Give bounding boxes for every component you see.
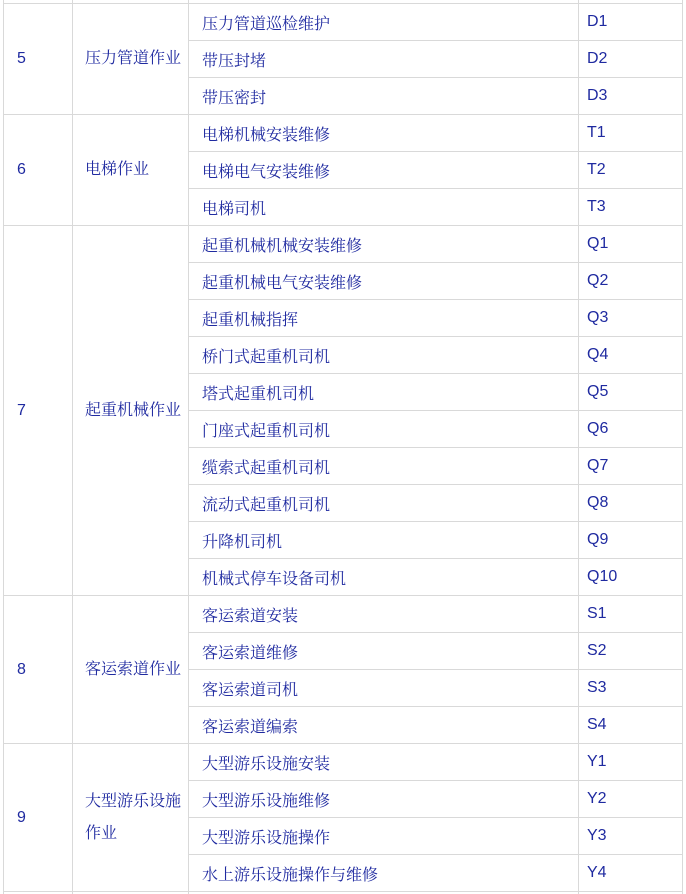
item-name-cell: 门座式起重机司机 xyxy=(189,411,579,448)
item-name-cell: 升降机司机 xyxy=(189,522,579,559)
section-category-cell: 客运索道作业 xyxy=(73,596,189,744)
item-code-cell: D3 xyxy=(579,78,683,115)
item-name-cell: 大型游乐设施操作 xyxy=(189,818,579,855)
item-code-cell: T1 xyxy=(579,115,683,152)
table-row xyxy=(4,226,683,263)
section-number-cell: 5 xyxy=(4,4,73,115)
item-code-cell: Q9 xyxy=(579,522,683,559)
item-name-cell: 电梯司机 xyxy=(189,189,579,226)
item-name-cell: 水上游乐设施操作与维修 xyxy=(189,855,579,892)
item-name-cell: 客运索道安装 xyxy=(189,596,579,633)
section-number-cell: 8 xyxy=(4,596,73,744)
item-code-cell: Q4 xyxy=(579,337,683,374)
item-code-cell: Q1 xyxy=(579,226,683,263)
item-code-cell: Y1 xyxy=(579,744,683,781)
item-name-cell: 客运索道编索 xyxy=(189,707,579,744)
item-code-cell: Q3 xyxy=(579,300,683,337)
item-code-cell: S2 xyxy=(579,633,683,670)
item-name-cell: 缆索式起重机司机 xyxy=(189,448,579,485)
operations-table xyxy=(3,0,683,894)
item-code-cell: D2 xyxy=(579,41,683,78)
item-code-cell: Q5 xyxy=(579,374,683,411)
item-name-cell: 客运索道司机 xyxy=(189,670,579,707)
item-name-cell: 塔式起重机司机 xyxy=(189,374,579,411)
table-body xyxy=(4,0,683,894)
item-code-cell: Q2 xyxy=(579,263,683,300)
item-code-cell: T3 xyxy=(579,189,683,226)
section-number-cell: 7 xyxy=(4,226,73,596)
item-code-cell: Y3 xyxy=(579,818,683,855)
item-code-cell: Q7 xyxy=(579,448,683,485)
item-code-cell: Q10 xyxy=(579,559,683,596)
item-name-cell: 客运索道维修 xyxy=(189,633,579,670)
item-name-cell: 大型游乐设施维修 xyxy=(189,781,579,818)
item-code-cell: Q6 xyxy=(579,411,683,448)
item-name-cell: 起重机械指挥 xyxy=(189,300,579,337)
item-name-cell: 起重机械电气安装维修 xyxy=(189,263,579,300)
item-code-cell: T2 xyxy=(579,152,683,189)
item-name-cell: 压力管道巡检维护 xyxy=(189,4,579,41)
section-number-cell: 6 xyxy=(4,115,73,226)
item-name-cell: 机械式停车设备司机 xyxy=(189,559,579,596)
item-name-cell: 带压密封 xyxy=(189,78,579,115)
section-category-cell: 大型游乐设施作业 xyxy=(73,744,189,892)
item-code-cell: S4 xyxy=(579,707,683,744)
item-code-cell: Y4 xyxy=(579,855,683,892)
table-row xyxy=(4,596,683,633)
item-name-cell: 桥门式起重机司机 xyxy=(189,337,579,374)
section-number-cell: 9 xyxy=(4,744,73,892)
item-code-cell: S1 xyxy=(579,596,683,633)
item-name-cell: 大型游乐设施安装 xyxy=(189,744,579,781)
section-category-cell: 压力管道作业 xyxy=(73,4,189,115)
table-row xyxy=(4,115,683,152)
section-category-cell: 起重机械作业 xyxy=(73,226,189,596)
item-code-cell: Y2 xyxy=(579,781,683,818)
item-code-cell: S3 xyxy=(579,670,683,707)
table-row xyxy=(4,744,683,781)
item-name-cell: 流动式起重机司机 xyxy=(189,485,579,522)
table-row xyxy=(4,4,683,41)
item-name-cell: 起重机械机械安装维修 xyxy=(189,226,579,263)
item-name-cell: 带压封堵 xyxy=(189,41,579,78)
item-name-cell: 电梯电气安装维修 xyxy=(189,152,579,189)
item-code-cell: Q8 xyxy=(579,485,683,522)
item-code-cell: D1 xyxy=(579,4,683,41)
item-name-cell: 电梯机械安装维修 xyxy=(189,115,579,152)
section-category-cell: 电梯作业 xyxy=(73,115,189,226)
